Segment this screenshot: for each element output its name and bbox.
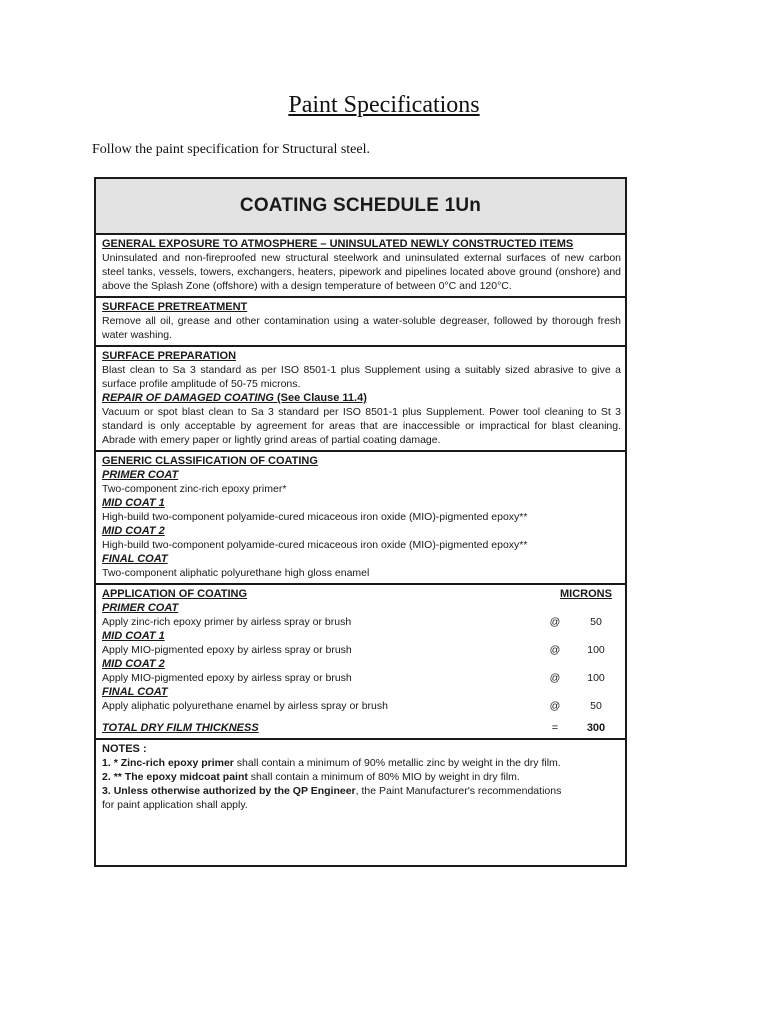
class-mid2-text: High-build two-component polyamide-cured micaceous iron oxide (MIO)-pigmented epoxy** <box>102 539 528 551</box>
app-mid1-row <box>102 643 621 657</box>
app-primer-label: PRIMER COAT <box>102 602 179 614</box>
intro-text: Follow the paint specification for Structural steel. <box>92 142 370 157</box>
microns-heading: MICRONS <box>560 588 612 600</box>
note-2-bold: ** The epoxy midcoat paint <box>113 771 248 783</box>
app-primer-text: Apply zinc-rich epoxy primer by airless spray or brush <box>102 616 352 628</box>
app-final-row <box>102 699 621 713</box>
app-mid2-microns: 100 <box>587 672 605 684</box>
note-3-text: , the Paint Manufacturer's recommendations <box>355 785 562 797</box>
app-mid2-text: Apply MIO-pigmented epoxy by airless spray or brush <box>102 672 352 684</box>
app-final-label: FINAL COAT <box>102 686 168 698</box>
app-primer-at: @ <box>549 616 561 628</box>
classification-section <box>96 452 625 585</box>
total-dft-equals: = <box>551 722 559 734</box>
repair-text: Vacuum or spot blast clean to Sa 3 standard per ISO 8501-1 plus Supplement. Power tool cleaning to St 3 standard is only acceptable by agreement for areas that are inaccessible or impractical for blast cleaning. Abrade with emery paper or lightly grind areas of partial coating damage. <box>102 406 621 446</box>
surface-preparation-text: Blast clean to Sa 3 standard as per ISO 8501-1 plus Supplement using a suitably sized abrasive to give a surface profile amplitude of 50-75 microns. <box>102 364 621 390</box>
class-mid1-text: High-build two-component polyamide-cured micaceous iron oxide (MIO)-pigmented epoxy** <box>102 511 528 523</box>
class-mid2-label: MID COAT 2 <box>102 525 165 537</box>
repair-clause: (See Clause 11.4) <box>273 392 367 404</box>
general-exposure-heading: GENERAL EXPOSURE TO ATMOSPHERE – UNINSULATED NEWLY CONSTRUCTED ITEMS <box>102 238 574 250</box>
total-dft-row <box>102 721 621 735</box>
surface-pretreatment-heading: SURFACE PRETREATMENT <box>102 301 248 313</box>
notes-section <box>96 740 625 815</box>
app-mid2-at: @ <box>549 672 561 684</box>
repair-heading <box>102 391 621 405</box>
app-mid2-row <box>102 671 621 685</box>
app-final-text: Apply aliphatic polyurethane enamel by airless spray or brush <box>102 700 388 712</box>
class-mid1-label: MID COAT 1 <box>102 497 165 509</box>
note-3-continuation: for paint application shall apply. <box>102 799 248 811</box>
note-3-bold: Unless otherwise authorized by the QP Engineer <box>113 785 356 797</box>
application-section <box>96 585 625 740</box>
app-mid2-label: MID COAT 2 <box>102 658 165 670</box>
note-2-number: 2. <box>102 771 114 783</box>
general-exposure-text: Uninsulated and non-fireproofed new structural steelwork and uninsulated external surfaces of new carbon steel tanks, vessels, towers, exchangers, heaters, pipework and pipelines located above ground (onshore) and above the Splash Zone (offshore) with a design temperature of between 0°C and 120°C. <box>102 252 621 292</box>
app-final-at: @ <box>549 700 561 712</box>
app-mid1-microns: 100 <box>587 644 605 656</box>
note-2-text: shall contain a minimum of 80% MIO by weight in dry film. <box>247 771 520 783</box>
surface-pretreatment-text: Remove all oil, grease and other contamination using a water-soluble degreaser, followed by thorough fresh water washing. <box>102 315 621 341</box>
class-primer-text: Two-component zinc-rich epoxy primer* <box>102 483 287 495</box>
class-primer-label: PRIMER COAT <box>102 469 179 481</box>
class-final-text: Two-component aliphatic polyurethane high gloss enamel <box>102 567 370 579</box>
coating-schedule <box>94 177 627 867</box>
surface-pretreatment-section <box>96 298 625 347</box>
app-final-microns: 50 <box>590 700 602 712</box>
class-final-label: FINAL COAT <box>102 553 168 565</box>
note-3-number: 3. <box>102 785 114 797</box>
surface-preparation-section <box>96 347 625 452</box>
note-1 <box>102 756 621 770</box>
schedule-title: COATING SCHEDULE 1Un <box>96 179 625 235</box>
application-header-row <box>102 587 621 601</box>
note-1-number: 1. <box>102 757 114 769</box>
note-1-bold: * Zinc-rich epoxy primer <box>113 757 234 769</box>
app-mid1-text: Apply MIO-pigmented epoxy by airless spray or brush <box>102 644 352 656</box>
app-mid1-at: @ <box>549 644 561 656</box>
app-mid1-label: MID COAT 1 <box>102 630 165 642</box>
application-heading: APPLICATION OF COATING <box>102 588 248 600</box>
surface-preparation-heading: SURFACE PREPARATION <box>102 350 237 362</box>
note-3 <box>102 784 621 798</box>
page-title: Paint Specifications <box>288 92 480 118</box>
app-primer-microns: 50 <box>590 616 602 628</box>
total-dft-value: 300 <box>586 722 606 734</box>
repair-heading-label: REPAIR OF DAMAGED COATING <box>102 392 274 404</box>
app-primer-row <box>102 615 621 629</box>
classification-heading: GENERIC CLASSIFICATION OF COATING <box>102 455 318 467</box>
note-1-text: shall contain a minimum of 90% metallic zinc by weight in the dry film. <box>233 757 561 769</box>
total-dft-label: TOTAL DRY FILM THICKNESS <box>102 722 259 734</box>
notes-heading: NOTES : <box>102 743 147 755</box>
note-2 <box>102 770 621 784</box>
general-exposure-section <box>96 235 625 298</box>
